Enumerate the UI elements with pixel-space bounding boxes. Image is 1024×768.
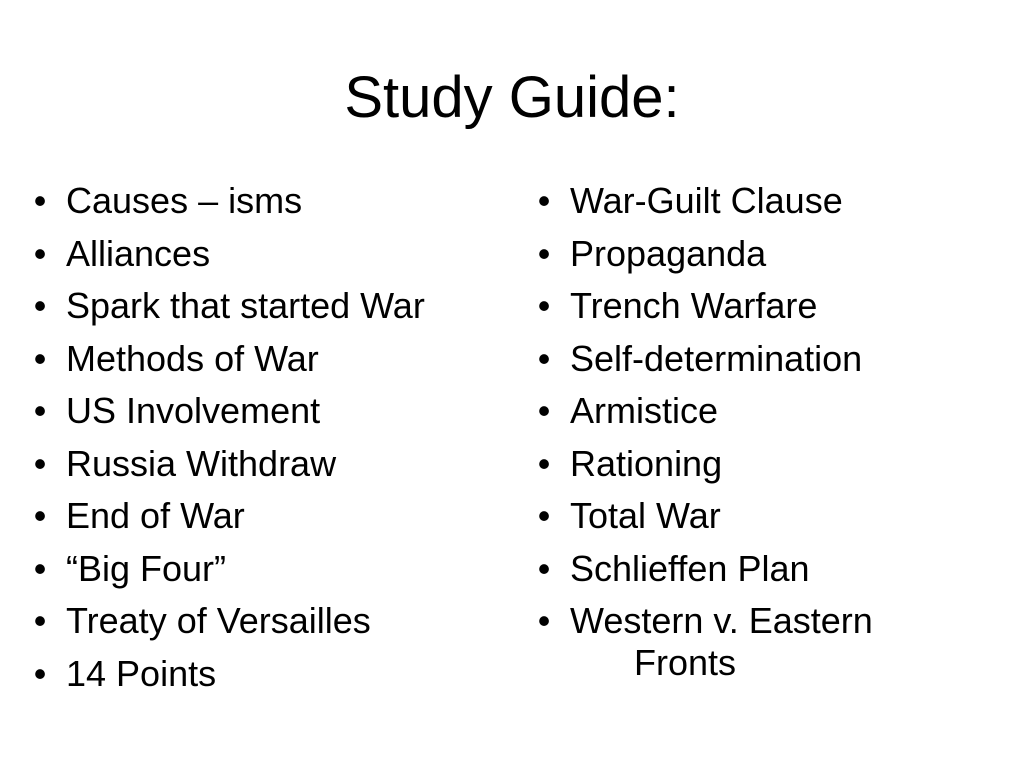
list-item-text: Total War: [570, 495, 721, 536]
bullet-icon: •: [33, 547, 47, 589]
list-item-text: 14 Points: [66, 652, 217, 694]
bullet-icon: •: [33, 442, 47, 484]
bullet-icon: •: [537, 337, 551, 379]
bullet-icon: •: [537, 442, 551, 484]
bullet-icon: •: [33, 232, 47, 274]
list-item-text: Self-determination: [570, 337, 863, 379]
list-item-text: Schlieffen Plan: [570, 547, 810, 589]
list-item: [28, 495, 508, 537]
list-item: [532, 233, 1002, 275]
list-item: [28, 233, 508, 275]
list-item: [532, 600, 1002, 684]
list-item-text: [570, 600, 1002, 684]
list-item-text: Alliances: [66, 232, 211, 274]
bullet-icon: •: [537, 390, 551, 431]
bullet-icon: •: [537, 232, 551, 274]
list-item-text-line2: Fronts: [634, 642, 737, 683]
list-item-text: Trench Warfare: [570, 285, 818, 326]
list-item: [28, 338, 508, 380]
list-item-text: Spark that started War: [66, 285, 425, 326]
list-item-text: “Big Four”: [66, 547, 227, 589]
list-item-text: Treaty of Versailles: [66, 600, 371, 641]
right-bullet-list: [532, 180, 1002, 695]
list-item-text: Rationing: [570, 442, 723, 484]
list-item: [532, 285, 1002, 327]
bullet-icon: •: [33, 337, 47, 379]
bullet-icon: •: [537, 180, 551, 221]
list-item-text: Russia Withdraw: [66, 442, 337, 484]
list-item-text: US Involvement: [66, 390, 321, 431]
list-item-text: Propaganda: [570, 232, 767, 274]
bullet-icon: •: [537, 600, 551, 641]
list-item: [28, 180, 508, 222]
slide-title: Study Guide:: [344, 65, 680, 130]
list-item-text: Causes – isms: [66, 180, 303, 221]
list-item: [532, 180, 1002, 222]
list-item-text: Methods of War: [66, 337, 319, 379]
list-item: [532, 390, 1002, 432]
bullet-icon: •: [33, 495, 47, 536]
list-item: [28, 600, 508, 642]
list-item: [532, 495, 1002, 537]
list-item-text: Armistice: [570, 390, 719, 431]
bullet-icon: •: [33, 180, 47, 221]
bullet-icon: •: [33, 285, 47, 326]
bullet-icon: •: [33, 600, 47, 641]
bullet-icon: •: [537, 285, 551, 326]
list-item: [532, 338, 1002, 380]
left-bullet-list: [28, 180, 508, 705]
list-item: [28, 390, 508, 432]
list-item: [532, 548, 1002, 590]
list-item: [28, 653, 508, 695]
list-item-text: End of War: [66, 495, 245, 536]
bullet-icon: •: [537, 495, 551, 536]
bullet-icon: •: [33, 390, 47, 431]
list-item: [28, 443, 508, 485]
list-item-text-line1: Western v. Eastern: [570, 600, 873, 641]
list-item: [28, 548, 508, 590]
list-item: [28, 285, 508, 327]
bullet-icon: •: [33, 652, 47, 694]
list-item-text: War-Guilt Clause: [570, 180, 843, 221]
bullet-icon: •: [537, 547, 551, 589]
list-item: [532, 443, 1002, 485]
